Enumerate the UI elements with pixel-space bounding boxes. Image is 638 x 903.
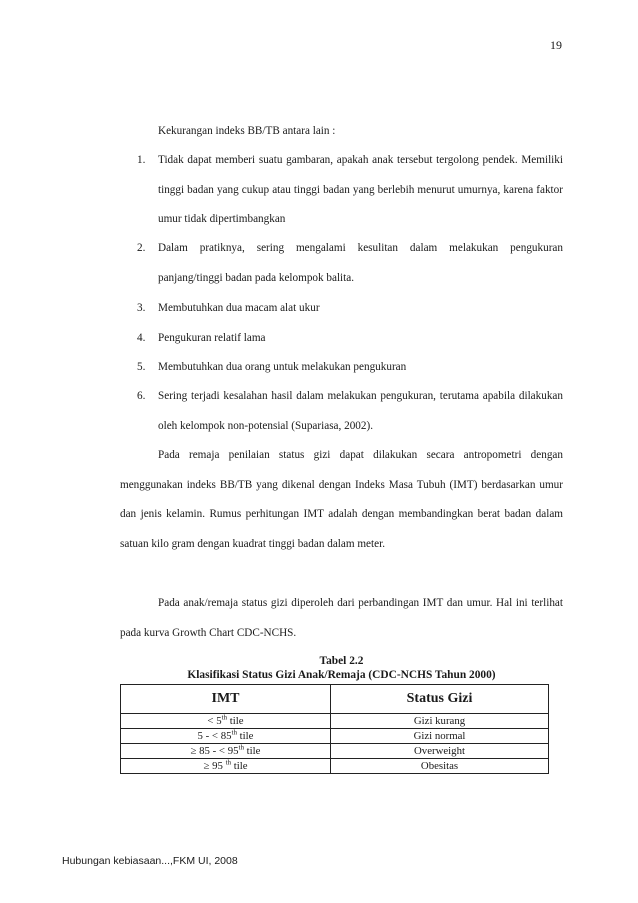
list-item	[137, 382, 563, 441]
list-number: 3.	[137, 302, 146, 314]
header-status-gizi: Status Gizi	[331, 685, 549, 714]
page-number: 19	[550, 38, 562, 52]
list-text: Membutuhkan dua macam alat ukur	[158, 302, 320, 314]
list-text: Tidak dapat memberi suatu gambaran, apakah anak tersebut tergolong pendek. Memiliki tinggi badan yang cukup atau tinggi badan yang berlebih menurut umurnya, karena faktor umur tidak dipertimbangkan	[158, 154, 563, 225]
list-item	[137, 324, 563, 354]
table-row	[121, 744, 549, 759]
list-text: Dalam pratiknya, sering mengalami kesulitan dalam melakukan pengukuran panjang/tinggi badan pada kelompok balita.	[158, 242, 563, 284]
table-caption-label: Tabel 2.2	[319, 655, 364, 667]
cell-imt: 5 - < 85th tile	[121, 729, 331, 744]
list-text: Pengukuran relatif lama	[158, 332, 266, 344]
status-gizi-table	[120, 684, 549, 774]
list-number: 1.	[137, 154, 146, 166]
table-row	[121, 714, 549, 729]
table-header-row	[121, 685, 549, 714]
cell-status: Gizi kurang	[331, 714, 549, 729]
list-text: Membutuhkan dua orang untuk melakukan pengukuran	[158, 361, 407, 373]
cell-imt: ≥ 85 - < 95th tile	[121, 744, 331, 759]
cell-status: Gizi normal	[331, 729, 549, 744]
cell-status: Overweight	[331, 744, 549, 759]
list-item	[137, 294, 563, 324]
table-row	[121, 729, 549, 744]
list-item	[137, 234, 563, 293]
page-footer: Hubungan kebiasaan...,FKM UI, 2008	[62, 855, 238, 867]
cell-imt: ≥ 95 $^{th}$ tile	[121, 759, 331, 774]
header-imt: IMT	[121, 685, 331, 714]
list-number: 6.	[137, 390, 146, 402]
cell-imt: < 5th tile	[121, 714, 331, 729]
list-item	[137, 353, 563, 383]
table-caption-title: Klasifikasi Status Gizi Anak/Remaja (CDC-NCHS Tahun 2000)	[187, 669, 496, 681]
cell-status: Obesitas	[331, 759, 549, 774]
paragraph-imt: Pada remaja penilaian status gizi dapat dilakukan secara antropometri dengan menggunakan indeks BB/TB yang dikenal dengan Indeks Masa Tubuh (IMT) berdasarkan umur dan jenis kelamin. Rumus perhitungan IMT adalah dengan membandingkan berat badan dalam satuan kilo gram dengan kuadrat tinggi badan dalam meter.	[120, 449, 563, 550]
list-number: 5.	[137, 361, 146, 373]
list-item	[137, 146, 563, 235]
table-row	[121, 759, 549, 774]
list-text: Sering terjadi kesalahan hasil dalam melakukan pengukuran, terutama apabila dilakukan oleh kelompok non-potensial (Supariasa, 2002).	[158, 390, 563, 432]
list-number: 4.	[137, 332, 146, 344]
paragraph-growth-chart: Pada anak/remaja status gizi diperoleh dari perbandingan IMT dan umur. Hal ini terlihat pada kurva Growth Chart CDC-NCHS.	[120, 597, 563, 639]
intro-text: Kekurangan indeks BB/TB antara lain :	[158, 125, 336, 137]
list-number: 2.	[137, 242, 146, 254]
